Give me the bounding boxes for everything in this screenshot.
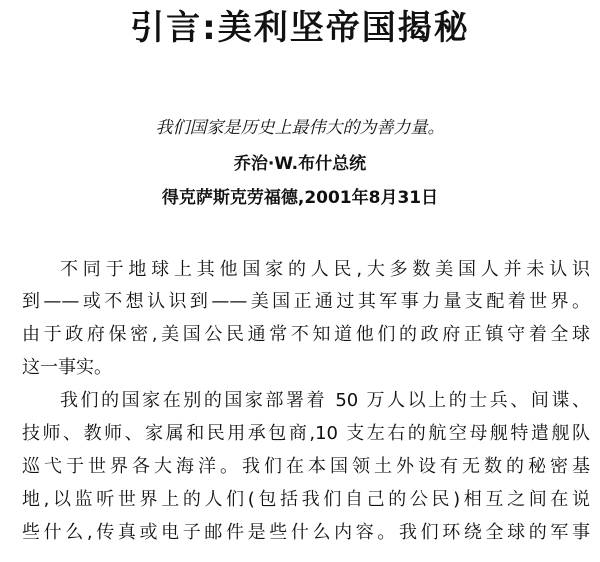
body-line: 些什么,传真或电子邮件是些什么内容。我们环绕全球的军事: [22, 522, 590, 543]
body-line: 到——或不想认识到——美国正通过其军事力量支配着世界。: [22, 291, 590, 312]
body-line: 地,以监听世界上的人们(包括我们自己的公民)相互之间在说: [22, 489, 590, 510]
epigraph-source: 得克萨斯克劳福德,2001年8月31日: [161, 188, 439, 208]
chapter-title: 引言:美利坚帝国揭秘: [130, 8, 470, 48]
epigraph-quote: 我们国家是历史上最伟大的为善力量。: [155, 118, 445, 138]
body-line: 由于政府保密,美国公民通常不知道他们的政府正镇守着全球: [22, 324, 590, 345]
epigraph-author: 乔治·W.布什总统: [233, 154, 367, 174]
body-line: 技师、教师、家属和民用承包商,10 支左右的航空母舰特遣舰队: [22, 423, 590, 444]
body-line: 这一事实。: [22, 357, 112, 378]
body-line: 不同于地球上其他国家的人民,大多数美国人并未认识: [60, 259, 590, 280]
body-line: 我们的国家在别的国家部署着 50 万人以上的士兵、间谍、: [60, 390, 590, 411]
body-line: 巡弋于世界各大海洋。我们在本国领土外设有无数的秘密基: [22, 456, 590, 477]
